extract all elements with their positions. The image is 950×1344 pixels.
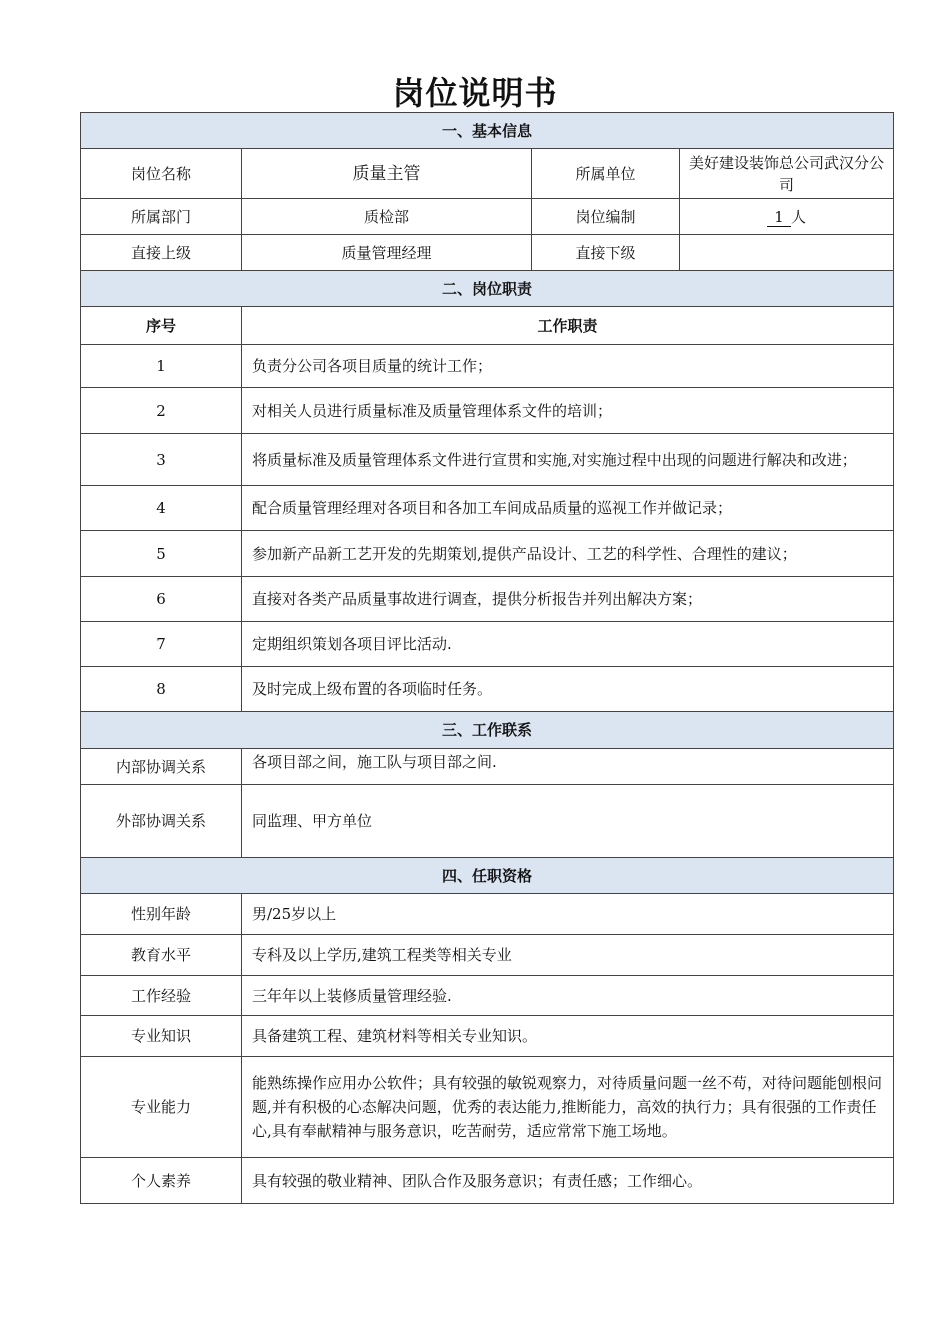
duty-row (81, 577, 894, 622)
duty-row (81, 388, 894, 434)
qualification-value: 具有较强的敬业精神、团队合作及服务意识；有责任感；工作细心。 (242, 1158, 894, 1204)
qualification-label: 性别年龄 (81, 894, 242, 935)
department-value: 质检部 (242, 199, 532, 235)
duty-number: 2 (81, 388, 242, 434)
duty-text: 直接对各类产品质量事故进行调查，提供分析报告并列出解决方案； (242, 577, 894, 622)
qualification-row (81, 1057, 894, 1158)
department-label: 所属部门 (81, 199, 242, 235)
section-qualifications-header: 四、任职资格 (81, 858, 894, 894)
job-description-table (80, 112, 894, 1204)
page-title: 岗位说明书 (392, 74, 558, 112)
section-duties-header: 二、岗位职责 (81, 271, 894, 307)
qualification-row (81, 1158, 894, 1204)
duty-number: 6 (81, 577, 242, 622)
qualification-label: 专业能力 (81, 1057, 242, 1158)
section-basic-info-header: 一、基本信息 (81, 113, 894, 149)
qualification-row (81, 1016, 894, 1057)
duty-text: 参加新产品新工艺开发的先期策划,提供产品设计、工艺的科学性、合理性的建议； (242, 531, 894, 577)
section-relations-header: 三、工作联系 (81, 712, 894, 749)
superior-label: 直接上级 (81, 235, 242, 271)
qualification-row (81, 894, 894, 935)
staffing-label: 岗位编制 (532, 199, 680, 235)
duty-row (81, 667, 894, 712)
internal-relations-value: 各项目部之间，施工队与项目部之间. (242, 749, 894, 785)
duty-text: 对相关人员进行质量标准及质量管理体系文件的培训； (242, 388, 894, 434)
qualification-row (81, 935, 894, 976)
position-name-label: 岗位名称 (81, 149, 242, 199)
duty-number: 7 (81, 622, 242, 667)
qualification-value: 男/25岁以上 (242, 894, 894, 935)
duty-number: 1 (81, 345, 242, 388)
position-name-value: 质量主管 (242, 149, 532, 199)
internal-relations-label: 内部协调关系 (81, 749, 242, 785)
superior-value: 质量管理经理 (242, 235, 532, 271)
duty-text: 定期组织策划各项目评比活动. (242, 622, 894, 667)
staffing-number: 1 (767, 208, 791, 227)
duty-number-column-header: 序号 (81, 307, 242, 345)
duty-number: 8 (81, 667, 242, 712)
duty-text: 将质量标准及质量管理体系文件进行宣贯和实施,对实施过程中出现的问题进行解决和改进； (242, 434, 894, 486)
duty-row (81, 345, 894, 388)
staffing-value (680, 199, 894, 235)
qualification-label: 个人素养 (81, 1158, 242, 1204)
subordinate-value (680, 235, 894, 271)
subordinate-label: 直接下级 (532, 235, 680, 271)
duty-row (81, 486, 894, 531)
duty-row (81, 434, 894, 486)
qualification-value: 专科及以上学历,建筑工程类等相关专业 (242, 935, 894, 976)
duty-text: 配合质量管理经理对各项目和各加工车间成品质量的巡视工作并做记录； (242, 486, 894, 531)
external-relations-label: 外部协调关系 (81, 785, 242, 858)
qualification-row (81, 976, 894, 1016)
duty-number: 3 (81, 434, 242, 486)
duty-text: 及时完成上级布置的各项临时任务。 (242, 667, 894, 712)
unit-label: 所属单位 (532, 149, 680, 199)
qualification-value: 能熟练操作应用办公软件；具有较强的敏锐观察力，对待质量问题一丝不苟，对待问题能刨根问题,并有积极的心态解决问题，优秀的表达能力,推断能力，高效的执行力；具有很强的工作责任心,具有奉献精神与服务意识，吃苦耐劳，适应常常下施工场地。 (242, 1057, 894, 1158)
duty-column-header: 工作职责 (242, 307, 894, 345)
duty-number: 5 (81, 531, 242, 577)
qualification-value: 三年年以上装修质量管理经验. (242, 976, 894, 1016)
qualification-label: 工作经验 (81, 976, 242, 1016)
qualification-label: 教育水平 (81, 935, 242, 976)
duty-row (81, 622, 894, 667)
duty-text: 负责分公司各项目质量的统计工作； (242, 345, 894, 388)
duty-number: 4 (81, 486, 242, 531)
external-relations-value: 同监理、甲方单位 (242, 785, 894, 858)
duty-row (81, 531, 894, 577)
qualification-label: 专业知识 (81, 1016, 242, 1057)
staffing-unit: 人 (791, 207, 807, 226)
unit-value: 美好建设装饰总公司武汉分公司 (680, 149, 894, 199)
qualification-value: 具备建筑工程、建筑材料等相关专业知识。 (242, 1016, 894, 1057)
